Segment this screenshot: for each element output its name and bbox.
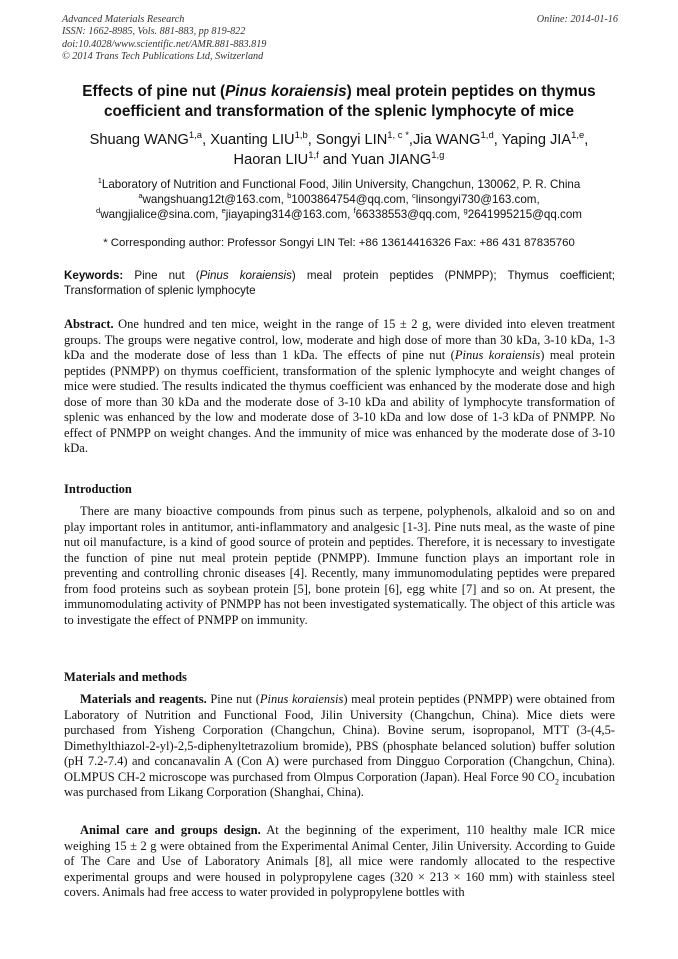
author: Yaping JIA$^{1,e}$, bbox=[501, 130, 589, 148]
section-heading-methods: Materials and methods bbox=[64, 670, 187, 684]
title-part-2: ) meal protein peptides on thymus coefficient and transformation of the splenic lymphocyte of mice bbox=[103, 83, 596, 120]
email-line-2: $^d$wangjialice@sina.com, $^e$jiayaping314@163.com, $^f$66338553@qq.com, $^g$2641995215@qq.com bbox=[96, 206, 582, 221]
abstract: Abstract. One hundred and ten mice, weight in the range of 15 ± 2 g, were divided into eleven treatment groups. The groups were negative control, low, moderate and high dose of more than 30 kDa, 3-10 kDa, 1-3 kDa and the moderate dose of less than 1 kDa. The effects of pine nut (Pinus koraiensis) meal protein peptides (PNMPP) on thymus coefficient, transformation of the splenic lymphocyte and weight changes of mice were studied. The results indicated the thymus coefficient was enhanced by the moderate dose and high dose of more than 30 kDa and the moderate dose of 3-10 kDa and ability of lymphocyte transformation of splenic was enhanced by the low and moderate dose of 3-10 kDa and low dose of 1-3 kDa of PNMPP. No effect of PNMPP on weight changes. And the immunity of mice was enhanced by the moderate dose of 3-10 kDa. bbox=[64, 317, 615, 455]
email-link[interactable]: 1003864754@qq.com, bbox=[291, 193, 412, 206]
title-part-1: Effects of pine nut ( bbox=[82, 83, 226, 100]
email-link[interactable]: wangjialice@sina.com, bbox=[100, 208, 222, 221]
email-link[interactable]: 66338553@qq.com, bbox=[355, 208, 464, 221]
affiliation-block bbox=[50, 177, 628, 222]
author-list bbox=[50, 130, 628, 170]
animal-care-paragraph: Animal care and groups design. At the beginning of the experiment, 110 healthy male ICR mice weighing 15 ± 2 g were obtained from the Experimental Animal Center, Jilin University. According to Guide of The Care and Use of Laboratory Animals [8], all mice were randomly allocated to the respective experimental groups and were housed in polypropylene cages (320 × 213 × 160 mm) with stainless steel covers. Animals had free access to water provided in polypropylene bottles with bbox=[64, 823, 616, 899]
title-species: Pinus koraiensis bbox=[225, 83, 347, 100]
email-link[interactable]: 2641995215@qq.com bbox=[467, 208, 582, 221]
author: Jia WANG$^{1,d}$, bbox=[412, 130, 502, 148]
online-date: Online: 2014-01-16 bbox=[536, 14, 618, 25]
author: Xuanting LIU$^{1,b}$, bbox=[210, 130, 316, 148]
issn-line: ISSN: 1662-8985, Vols. 881-883, pp 819-822 bbox=[62, 26, 246, 38]
email-line-1: $^a$wangshuang12t@163.com, $^b$1003864754@qq.com, $^c$linsongyi730@163.com, bbox=[138, 191, 540, 206]
keywords: Keywords: Pine nut (Pinus koraiensis) meal protein peptides (PNMPP); Thymus coefficient; Transformation of splenic lymphocyte bbox=[64, 269, 615, 297]
email-link[interactable]: linsongyi730@163.com, bbox=[415, 193, 540, 206]
doi-line: doi:10.4028/www.scientific.net/AMR.881-883.819 bbox=[62, 38, 267, 50]
abstract-label: Abstract. bbox=[64, 317, 114, 331]
paper-title bbox=[50, 82, 628, 122]
author: Yuan JIANG$^{1,g}$ bbox=[350, 150, 445, 168]
corresponding-author: * Corresponding author: Professor Songyi LIN Tel: +86 13614416326 Fax: +86 431 87835760 bbox=[103, 237, 575, 249]
affiliation: $^1$Laboratory of Nutrition and Functional Food, Jilin University, Changchun, 130062, P. R. China bbox=[97, 176, 581, 191]
journal-header bbox=[62, 14, 618, 64]
author: Shuang WANG$^{1,a}$, bbox=[89, 130, 211, 148]
introduction-paragraph: There are many bioactive compounds from pinus such as terpene, polyphenols, alkaloid and so on and play important roles in antitumor, anti-inflammatory and analgesic [1-3]. Pine nuts meal, as the waste of pine nut oil manufacture, is a kind of good source of protein and peptides. Therefore, it is necessary to investigate the function of pine nut meal protein peptide (PNMPP). Immune function plays an important role in preventing and controlling chronic diseases [4]. Recently, many immunomodulating peptides were prepared from food proteins such as soybean protein [5], bone protein [6], egg white [7] and so on. At present, the immunomodulating activity of PNMPP has not been investigated systematically. The object of this article was to investigate the effect of PNMPP on immunity. bbox=[64, 504, 615, 627]
email-link[interactable]: wangshuang12t@163.com, bbox=[142, 193, 288, 206]
author: Songyi $LIN^{1, c *}$, bbox=[315, 130, 413, 148]
copyright-line: © 2014 Trans Tech Publications Ltd, Switzerland bbox=[62, 51, 264, 63]
journal-name: Advanced Materials Research bbox=[62, 14, 185, 25]
email-link[interactable]: jiayaping314@163.com, bbox=[225, 208, 354, 221]
author: Haoran LIU$^{1,f}$ and bbox=[233, 150, 351, 168]
materials-paragraph: Materials and reagents. Pine nut (Pinus koraiensis) meal protein peptides (PNMPP) were obtained from Laboratory of Nutrition and Functional Food, Jilin University (Changchun, China). Mice diets were purchased from Yisheng Corporation (Changchun, China). Bovine serum, isopropanol, MTT (3-(4,5-Dimethylthiazol-2-yl)-2,5-diphenyltetrazolium bromide), PBS (phosphate belanced solution) buffer solution (pH 7.2-7.4) and concanavalin A (Con A) were purchased from Dingguo Corporation (Changchun, China). OLMPUS CH-2 microscope was purchased from Olmpus Corporation (Japan). Heal Force 90 $CO_2$ incubation was purchased from Likang Corporation (Shanghai, China). bbox=[64, 692, 616, 799]
section-heading-introduction: Introduction bbox=[64, 482, 132, 496]
keywords-label: Keywords: bbox=[64, 269, 124, 282]
